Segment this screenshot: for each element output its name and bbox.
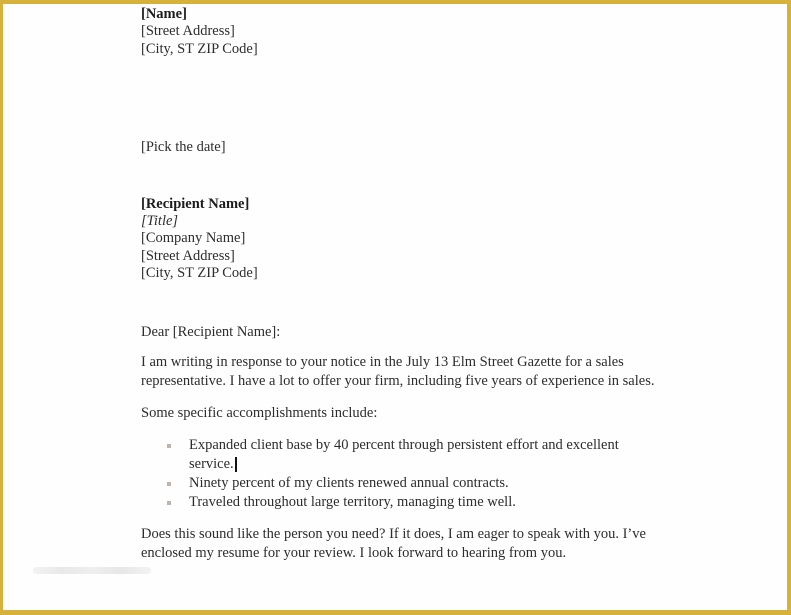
- recipient-address-block: [141, 196, 767, 283]
- bullet-icon: [167, 482, 171, 486]
- list-item-text: Traveled throughout large territory, managing time well.: [189, 494, 516, 511]
- list-item: [141, 436, 657, 475]
- bullet-icon: [167, 501, 171, 505]
- sender-street: [Street Address]: [141, 23, 235, 40]
- recipient-name: [Recipient Name]: [141, 195, 250, 212]
- list-item: [141, 474, 657, 493]
- recipient-street: [Street Address]: [141, 247, 235, 264]
- sender-name: [Name]: [141, 6, 187, 22]
- recipient-company: [Company Name]: [141, 230, 246, 247]
- bullet-icon: [167, 444, 171, 448]
- accomplishments-list: [141, 436, 661, 513]
- salutation: Dear [Recipient Name]:: [141, 323, 281, 340]
- accomplishments-intro: Some specific accomplishments include:: [141, 405, 378, 422]
- list-item: [141, 493, 657, 512]
- sender-address-block: [141, 6, 767, 58]
- sender-city: [City, ST ZIP Code]: [141, 40, 258, 57]
- list-item-text: Ninety percent of my clients renewed annual contracts.: [189, 475, 509, 492]
- recipient-title: [Title]: [141, 213, 179, 230]
- watermark: [33, 567, 151, 574]
- closing-paragraph: Does this sound like the person you need? If it does, I am eager to speak with you. I’ve enclosed my resume for your review. I look forward to hearing from you.: [141, 525, 646, 562]
- date-placeholder: [Pick the date]: [141, 139, 226, 156]
- letter-document-surface[interactable]: [3, 4, 787, 610]
- recipient-city: [City, ST ZIP Code]: [141, 265, 258, 282]
- intro-paragraph: I am writing in response to your notice in the July 13 Elm Street Gazette for a sales representative. I have a lot to offer your firm, including five years of experience in sales.: [141, 353, 655, 389]
- list-item-text: Expanded client base by 40 percent through persistent effort and excellent service.: [189, 436, 619, 472]
- text-cursor-caret: [235, 457, 237, 472]
